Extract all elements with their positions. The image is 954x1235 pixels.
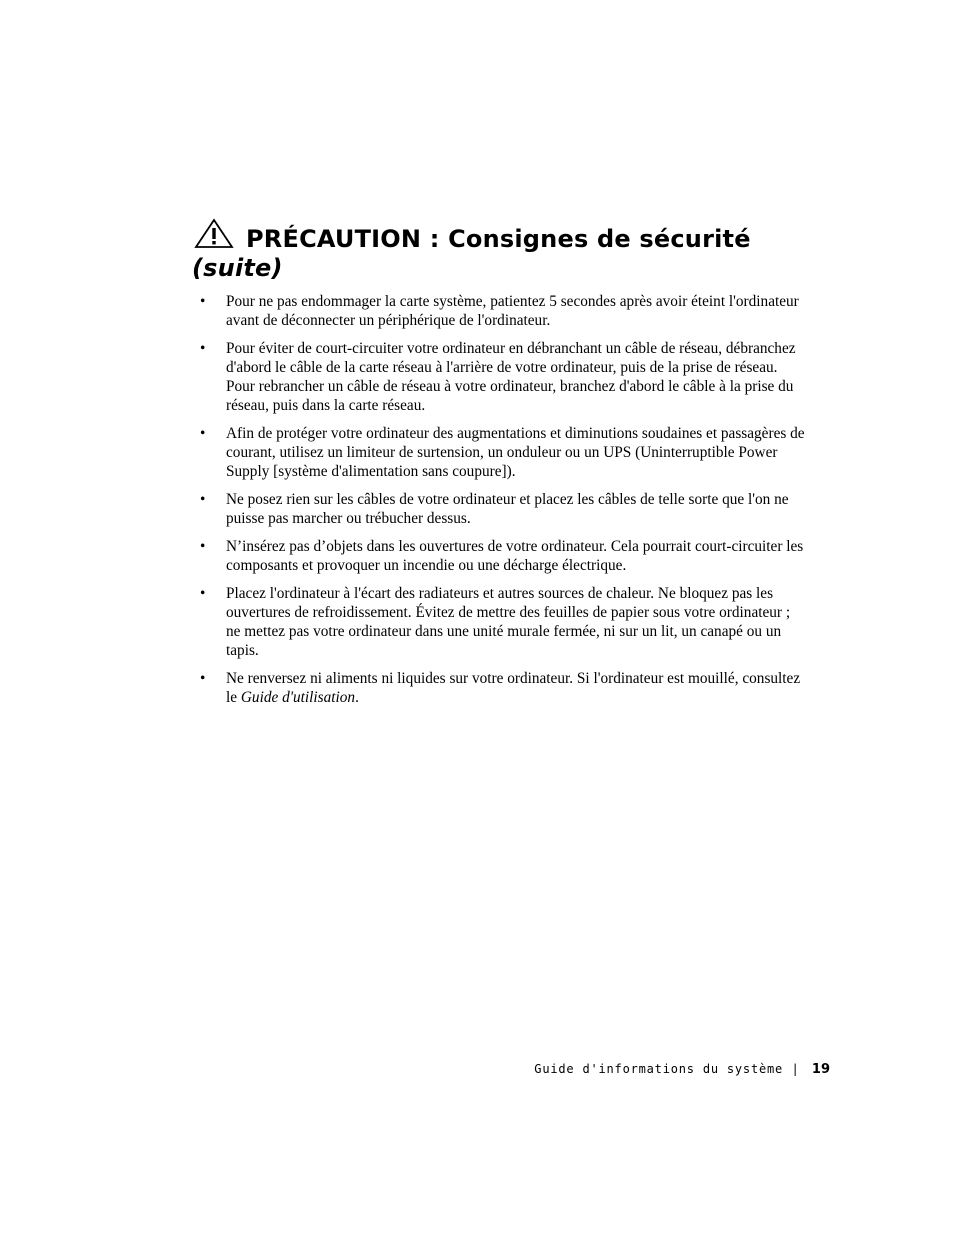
list-item-text: Afin de protéger votre ordinateur des augmentations et diminutions soudaines et passagères de courant, utilisez un limiteur de surtension, un onduleur ou un UPS (Uninterruptible Power Supply [système d'alimentation sans coupure]). xyxy=(226,425,805,480)
bullet-icon: • xyxy=(200,425,206,442)
list-item-text: Pour éviter de court-circuiter votre ordinateur en débranchant un câble de réseau, débranchez d'abord le câble de la carte réseau à l'arrière de votre ordinateur, puis de la prise de réseau. Pour rebrancher un câble de réseau à votre ordinateur, branchez d'abord le câble à la prise du réseau, puis dans la carte réseau. xyxy=(226,340,796,414)
list-item-text xyxy=(226,669,806,707)
heading-title: PRÉCAUTION : Consignes de sécurité xyxy=(246,225,751,253)
list-item-text: Ne posez rien sur les câbles de votre ordinateur et placez les câbles de telle sorte que l'on ne puisse pas marcher ou trébucher dessus. xyxy=(226,491,789,527)
list-item xyxy=(198,424,806,481)
bullet-icon: • xyxy=(200,491,206,508)
bullet-icon: • xyxy=(200,538,206,555)
section-heading xyxy=(192,218,752,283)
list-item xyxy=(198,490,806,528)
heading-suffix: (suite) xyxy=(192,254,283,282)
list-item xyxy=(198,537,806,575)
page-number: 19 xyxy=(811,1062,830,1077)
footer-separator: | xyxy=(793,1062,798,1076)
list-item xyxy=(198,292,806,330)
list-item xyxy=(198,584,806,660)
list-item-text: Placez l'ordinateur à l'écart des radiateurs et autres sources de chaleur. Ne bloquez pas les ouvertures de refroidissement. Évitez de mettre des feuilles de papier sous votre ordinateur ; ne mettez pas votre ordinateur dans une unité murale fermée, ni sur un lit, un canapé ou un tapis. xyxy=(226,585,791,659)
bullet-icon: • xyxy=(200,585,206,602)
bullet-icon: • xyxy=(200,670,206,687)
guide-reference: Guide d'utilisation xyxy=(240,689,356,706)
list-item-text-start: Ne renversez ni aliments ni liquides sur votre ordinateur. Si l'ordinateur est mouillé, consultez le xyxy=(226,670,801,706)
list-item-text: Pour ne pas endommager la carte système, patientez 5 secondes après avoir éteint l'ordinateur avant de déconnecter un périphérique de l'ordinateur. xyxy=(226,293,799,329)
list-item xyxy=(198,339,806,415)
list-item-text: N’insérez pas d’objets dans les ouvertures de votre ordinateur. Cela pourrait court-circuiter les composants et provoquer un incendie ou une décharge électrique. xyxy=(226,538,804,574)
bullet-icon: • xyxy=(200,293,206,310)
safety-instructions-list xyxy=(198,292,806,716)
warning-triangle-icon xyxy=(194,218,234,249)
bullet-icon: • xyxy=(200,340,206,357)
list-item-text-end: . xyxy=(355,689,359,706)
list-item xyxy=(198,669,806,707)
footer-doc-title: Guide d'informations du système xyxy=(534,1062,784,1076)
page-footer xyxy=(534,1062,830,1077)
